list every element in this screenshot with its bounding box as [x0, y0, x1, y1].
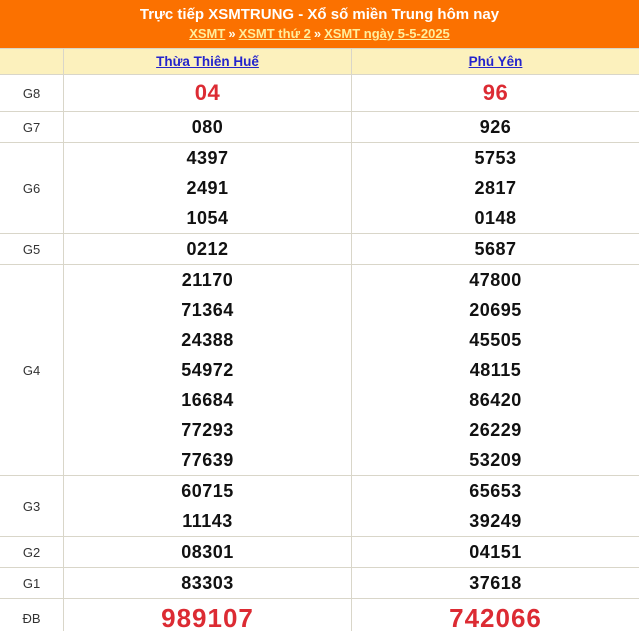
prize-row-g2	[0, 537, 639, 568]
result-number: 080	[191, 117, 224, 137]
province-header-hue	[63, 49, 351, 74]
prize-label-db: ĐB	[22, 610, 41, 626]
results-cell-phuyen-db	[351, 599, 639, 631]
results-cell-phuyen-g2	[351, 537, 639, 567]
prize-row-g4	[0, 265, 639, 476]
result-number: 54972	[181, 360, 234, 380]
result-number: 5687	[474, 239, 517, 259]
results-cell-hue-g4	[63, 265, 351, 475]
results-cell-phuyen-g8	[351, 75, 639, 111]
result-number: 60715	[181, 481, 234, 501]
result-number: 65653	[469, 481, 522, 501]
result-number: 1054	[186, 208, 229, 228]
result-number: 04	[194, 80, 221, 105]
result-number: 24388	[181, 330, 234, 350]
province-header-row	[0, 49, 639, 75]
result-number: 86420	[469, 390, 522, 410]
result-number: 04151	[469, 542, 522, 562]
breadcrumb-link-xsmt-thu-2[interactable]: XSMT thứ 2	[238, 26, 311, 41]
prize-row-db	[0, 599, 639, 631]
result-number: 37618	[469, 573, 522, 593]
results-cell-hue-g1	[63, 568, 351, 598]
results-cell-hue-db	[63, 599, 351, 631]
result-number: 20695	[469, 300, 522, 320]
breadcrumb-separator: »	[313, 26, 322, 41]
result-number: 47800	[469, 270, 522, 290]
result-number: 77293	[181, 420, 234, 440]
prize-row-g6	[0, 143, 639, 234]
prize-row-g7	[0, 112, 639, 143]
results-cell-hue-g7	[63, 112, 351, 142]
results-cell-phuyen-g4	[351, 265, 639, 475]
results-cell-hue-g3	[63, 476, 351, 536]
results-cell-phuyen-g1	[351, 568, 639, 598]
prize-column-spacer	[0, 49, 63, 74]
result-number: 21170	[181, 270, 234, 290]
prize-label-g4: G4	[22, 362, 41, 378]
breadcrumb-link-xsmt[interactable]: XSMT	[189, 26, 226, 41]
prize-label-g7: G7	[22, 119, 41, 135]
province-link-thua-thien-hue[interactable]: Thừa Thiên Huế	[156, 54, 259, 69]
result-number: 2817	[474, 178, 517, 198]
result-number: 08301	[181, 542, 234, 562]
results-cell-hue-g6	[63, 143, 351, 233]
page-title: Trực tiếp XSMTRUNG - Xổ số miền Trung hôm nay	[139, 6, 500, 23]
prize-row-g1	[0, 568, 639, 599]
result-number: 83303	[181, 573, 234, 593]
results-cell-hue-g2	[63, 537, 351, 567]
result-number: 742066	[449, 603, 542, 631]
prize-row-g3	[0, 476, 639, 537]
prize-label-g5: G5	[22, 241, 41, 257]
breadcrumb-link-xsmt-ngay[interactable]: XSMT ngày 5-5-2025	[324, 26, 450, 41]
results-cell-hue-g5	[63, 234, 351, 264]
result-number: 0148	[474, 208, 517, 228]
prize-label-g3: G3	[22, 498, 41, 514]
result-number: 989107	[161, 603, 254, 631]
results-cell-phuyen-g3	[351, 476, 639, 536]
result-number: 16684	[181, 390, 234, 410]
prize-row-g8	[0, 75, 639, 112]
result-number: 26229	[469, 420, 522, 440]
result-number: 11143	[182, 511, 233, 531]
result-number: 48115	[469, 360, 522, 380]
prize-label-g1: G1	[22, 575, 41, 591]
result-number: 926	[479, 117, 512, 137]
result-number: 71364	[181, 300, 234, 320]
results-cell-phuyen-g6	[351, 143, 639, 233]
result-number: 4397	[186, 148, 229, 168]
results-table	[0, 48, 639, 631]
breadcrumb	[0, 25, 639, 43]
result-number: 96	[482, 80, 509, 105]
result-number: 5753	[474, 148, 517, 168]
result-number: 2491	[186, 178, 229, 198]
results-cell-hue-g8	[63, 75, 351, 111]
result-number: 39249	[469, 511, 522, 531]
prize-row-g5	[0, 234, 639, 265]
prize-label-g6: G6	[22, 180, 41, 196]
province-header-phu-yen	[351, 49, 639, 74]
results-cell-phuyen-g7	[351, 112, 639, 142]
result-number: 45505	[469, 330, 522, 350]
page-header	[0, 0, 639, 48]
prize-label-g8: G8	[22, 85, 41, 101]
province-link-phu-yen[interactable]: Phú Yên	[468, 54, 523, 69]
prize-label-g2: G2	[22, 544, 41, 560]
breadcrumb-separator: »	[228, 26, 236, 41]
result-number: 53209	[469, 450, 522, 470]
results-cell-phuyen-g5	[351, 234, 639, 264]
result-number: 77639	[181, 450, 234, 470]
result-number: 0212	[186, 239, 229, 259]
